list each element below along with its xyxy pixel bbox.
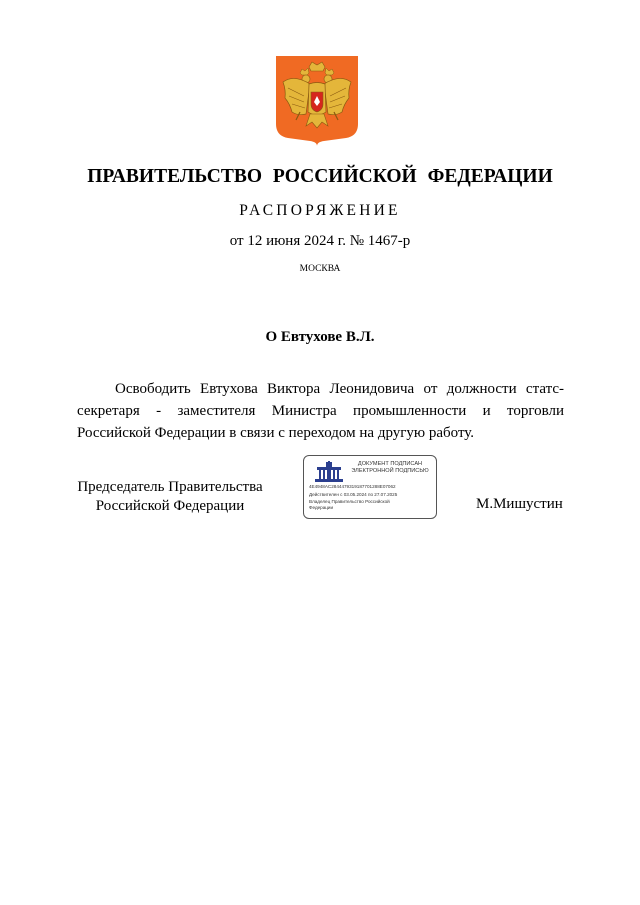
document-type: РАСПОРЯЖЕНИЕ xyxy=(239,202,401,219)
document-city: МОСКВА xyxy=(299,264,341,274)
document-date-number: от 12 июня 2024 г. № 1467-р xyxy=(229,233,411,249)
stamp-owner-line-2: Федерации xyxy=(309,505,334,510)
government-building-icon xyxy=(313,461,345,483)
document-body: Освободить Евтухова Виктора Леонидовича от должности статс-секретаря - заместителя Министра промышленности и торговли Российской Федерации в связи с переходом на другую работу. xyxy=(77,381,564,441)
stamp-certificate: 4E4948AC2844479319187701288E07062 xyxy=(309,484,396,489)
electronic-signature-stamp xyxy=(303,455,437,519)
stamp-owner-line-1: Владелец Правительство Российской xyxy=(309,499,390,504)
signatory-position xyxy=(70,478,270,516)
stamp-validity: Действителен с 03.05.2024 по 27.07.2025 xyxy=(309,492,398,497)
stamp-heading-line-2: ЭЛЕКТРОННОЙ ПОДПИСЬЮ xyxy=(351,468,429,474)
signatory-name: М.Мишустин xyxy=(476,496,563,512)
coat-of-arms-emblem xyxy=(276,56,358,146)
signatory-position-line-2: Российской Федерации xyxy=(95,498,245,514)
document-subject: О Евтухове В.Л. xyxy=(265,329,375,345)
stamp-heading-line-1: ДОКУМЕНТ ПОДПИСАН xyxy=(357,461,423,467)
russian-coat-of-arms-icon xyxy=(276,56,358,146)
signatory-position-line-1: Председатель Правительства xyxy=(77,479,263,495)
government-title: ПРАВИТЕЛЬСТВО РОССИЙСКОЙ ФЕДЕРАЦИИ xyxy=(87,166,553,187)
stamp-heading xyxy=(344,461,436,475)
